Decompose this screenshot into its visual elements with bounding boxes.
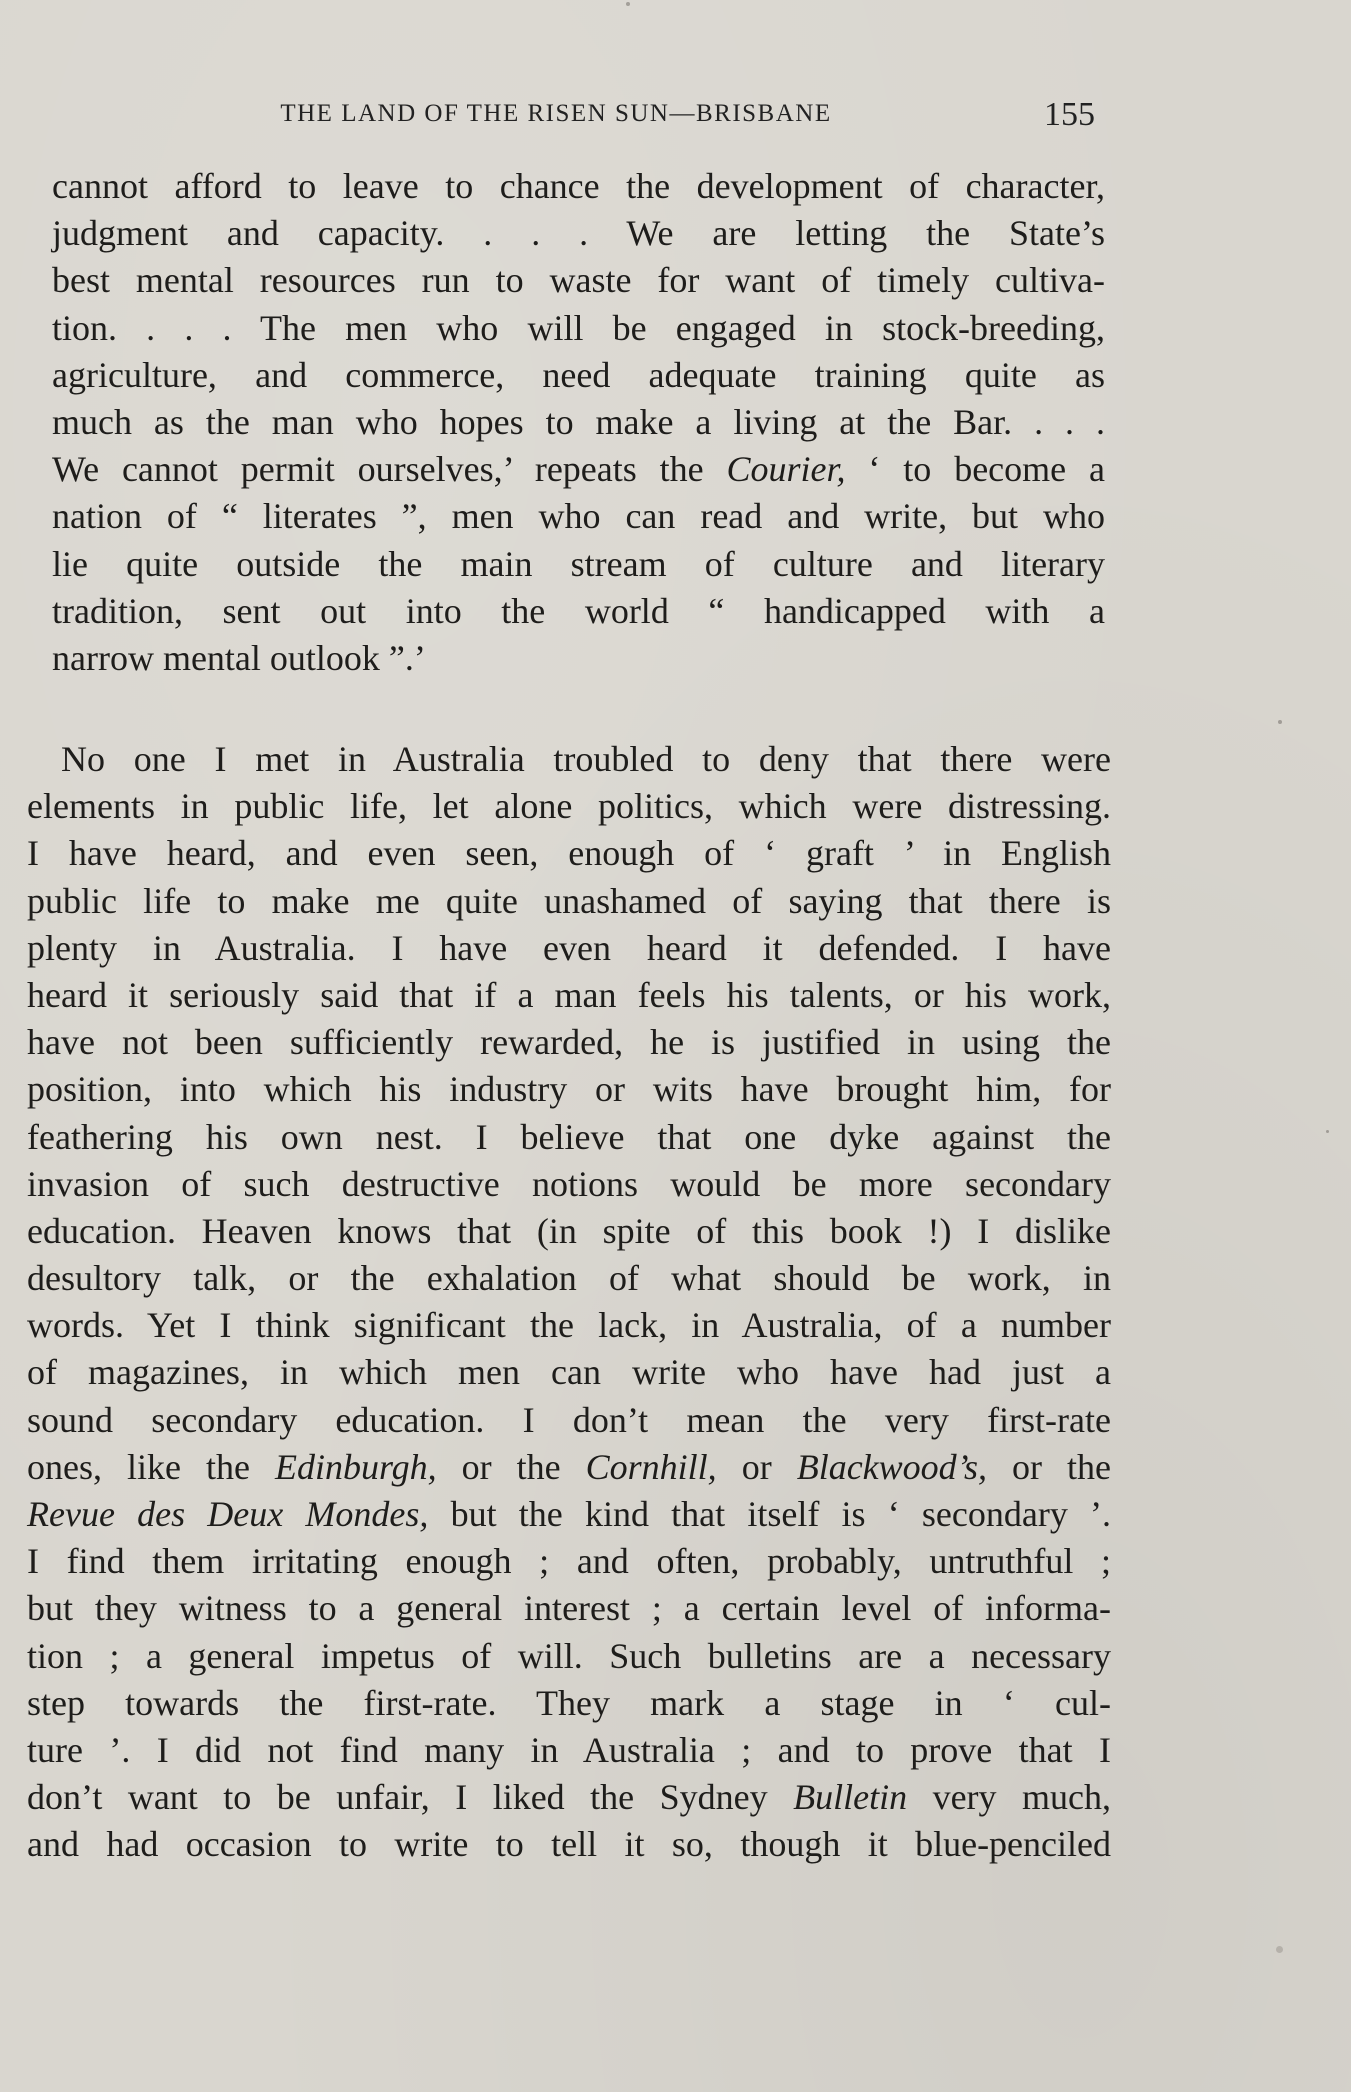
italic-title: Edinburgh, (274, 1446, 437, 1487)
italic-title: Blackwood’s, (796, 1446, 988, 1487)
page-number: 155 (1044, 96, 1095, 133)
text-line: tradition, sent out into the world “ handicapped with a (52, 590, 1105, 631)
text-line: heard it seriously said that if a man feels his talents, or his work, (27, 974, 1111, 1015)
text-line: nation of “ literates ”, men who can read and write, but who (52, 496, 1105, 537)
text-line: best mental resources run to waste for want of timely cultiva- (52, 260, 1105, 301)
text-line: public life to make me quite unashamed of saying that there is (27, 880, 1111, 921)
text-line: elements in public life, let alone politics, which were distressing. (27, 786, 1111, 827)
paper-speck (626, 2, 630, 6)
paper-speck (1276, 1946, 1283, 1953)
paragraph-continued-quote (52, 163, 1108, 682)
text-line: and had occasion to write to tell it so, though it blue-penciled (27, 1824, 1111, 1865)
text-line: much as the man who hopes to make a living at the Bar. . . . (52, 401, 1105, 442)
paper-speck (1326, 1130, 1329, 1133)
italic-title: Courier, (726, 449, 846, 490)
italic-title: Cornhill, (585, 1446, 717, 1487)
text-line: position, into which his industry or wits have brought him, for (27, 1069, 1111, 1110)
running-head: THE LAND OF THE RISEN SUN—BRISBANE (280, 100, 832, 127)
text-line: ture ’. I did not find many in Australia ; and to prove that I (27, 1729, 1111, 1770)
text-line: I have heard, and even seen, enough of ‘ graft ’ in English (27, 833, 1111, 874)
text-line: cannot afford to leave to chance the development of character, (52, 166, 1105, 206)
paper-speck (1278, 720, 1282, 724)
text-line: sound secondary education. I don’t mean the very first-rate (27, 1399, 1111, 1440)
text-run: but the kind that itself is ‘ secondary ’. (428, 1494, 1111, 1534)
text-run: or the (987, 1446, 1112, 1487)
text-run: or the (436, 1446, 586, 1487)
italic-title: Revue des Deux Mondes, (27, 1494, 429, 1534)
text-line: tion ; a general impetus of will. Such bulletins are a necessary (27, 1635, 1111, 1676)
text-run: don’t want to be unfair, I liked the Sydney (27, 1777, 794, 1818)
text-line: have not been sufficiently rewarded, he is justified in using the (27, 1022, 1111, 1063)
text-line (27, 1444, 1111, 1491)
text-line: plenty in Australia. I have even heard it defended. I have (27, 927, 1111, 968)
text-line: judgment and capacity. . . . We are letting the State’s (52, 213, 1105, 254)
paragraph-main (27, 736, 1111, 1869)
text-line: of magazines, in which men can write who have had just a (27, 1352, 1111, 1393)
text-line: words. Yet I think significant the lack, in Australia, of a number (27, 1305, 1111, 1346)
text-line (27, 1774, 1111, 1821)
text-run: ‘ to become a (845, 449, 1105, 490)
text-line: but they witness to a general interest ; a certain level of informa- (27, 1588, 1111, 1629)
text-line: agriculture, and commerce, need adequate training quite as (52, 354, 1105, 395)
text-run: or (716, 1446, 797, 1487)
text-line: desultory talk, or the exhalation of what should be work, in (27, 1258, 1111, 1299)
italic-title: Bulletin (793, 1777, 908, 1818)
text-line: lie quite outside the main stream of culture and literary (52, 543, 1105, 584)
text-line: tion. . . . The men who will be engaged in stock-breeding, (52, 307, 1105, 348)
text-line: step towards the first-rate. They mark a stage in ‘ cul- (27, 1682, 1111, 1723)
text-line: narrow mental outlook ”.’ (52, 637, 426, 678)
text-run: ones, like the (27, 1446, 275, 1487)
text-run: We cannot permit ourselves,’ repeats the (52, 449, 727, 490)
text-line (52, 446, 1105, 493)
text-run: very much, (907, 1777, 1112, 1818)
text-line: feathering his own nest. I believe that one dyke against the (27, 1116, 1111, 1157)
text-line: I find them irritating enough ; and often, probably, untruthful ; (27, 1541, 1111, 1582)
text-line: invasion of such destructive notions would be more secondary (27, 1163, 1111, 1204)
text-line: education. Heaven knows that (in spite of this book !) I dislike (27, 1210, 1111, 1251)
text-line (27, 1491, 1111, 1538)
text-line: No one I met in Australia troubled to deny that there were (61, 739, 1111, 779)
